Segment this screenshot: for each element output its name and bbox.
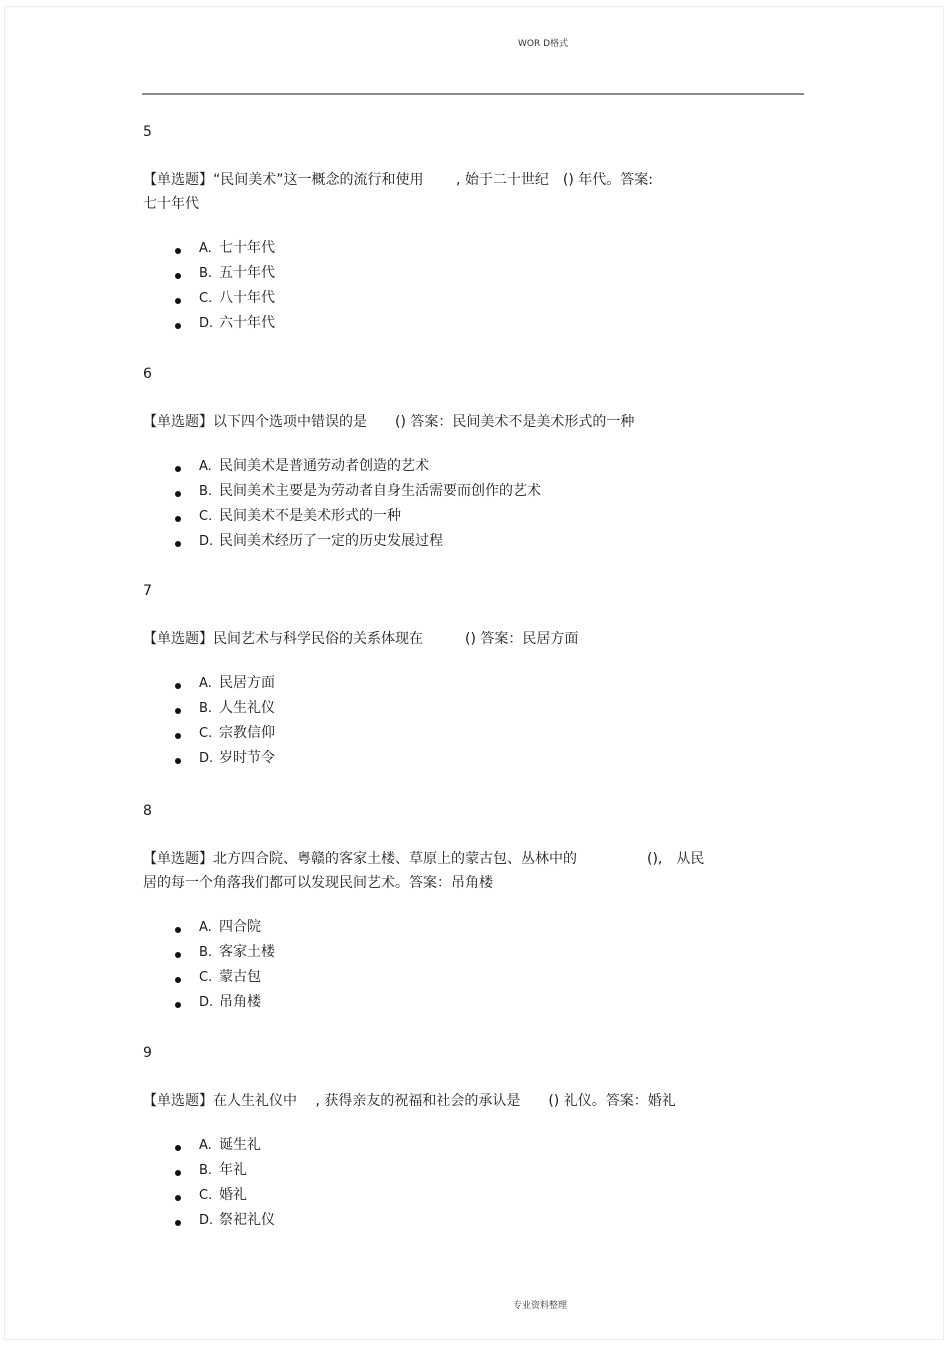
option-text: 诞生礼 xyxy=(219,1137,261,1153)
option-letter: D. xyxy=(199,1213,214,1228)
option-letter: B. xyxy=(199,945,213,960)
question-number: 5 xyxy=(143,124,152,140)
option-text: 宗教信仰 xyxy=(219,725,275,741)
question-9 xyxy=(143,1043,743,1263)
bullet-icon xyxy=(175,273,181,279)
question-list xyxy=(143,122,743,1263)
option-letter: B. xyxy=(199,701,213,716)
option-c[interactable] xyxy=(143,721,743,746)
option-text: 六十年代 xyxy=(219,315,275,331)
bullet-icon xyxy=(175,977,181,983)
bullet-icon xyxy=(175,952,181,958)
bullet-icon xyxy=(175,1145,181,1151)
question-7 xyxy=(143,581,743,801)
option-text: 年礼 xyxy=(219,1162,247,1178)
option-text: 客家土楼 xyxy=(219,944,275,960)
option-d[interactable] xyxy=(143,529,743,554)
question-8 xyxy=(143,801,743,1043)
option-letter: D. xyxy=(199,995,214,1010)
option-a[interactable] xyxy=(143,1133,743,1158)
option-letter: D. xyxy=(199,534,214,549)
option-text: 民间美术经历了一定的历史发展过程 xyxy=(219,533,443,549)
bullet-icon xyxy=(175,1002,181,1008)
option-letter: A. xyxy=(199,676,212,691)
bullet-icon xyxy=(175,516,181,522)
question-stem: 【单选题】在人生礼仪中 , 获得亲友的祝福和社会的承认是 () 礼仪。答案：婚礼 xyxy=(143,1093,676,1109)
question-number: 7 xyxy=(143,583,152,599)
option-d[interactable] xyxy=(143,990,743,1015)
bullet-icon xyxy=(175,1170,181,1176)
option-text: 人生礼仪 xyxy=(219,700,275,716)
option-letter: B. xyxy=(199,1163,213,1178)
option-text: 五十年代 xyxy=(219,265,275,281)
option-b[interactable] xyxy=(143,261,743,286)
bullet-icon xyxy=(175,248,181,254)
option-c[interactable] xyxy=(143,504,743,529)
option-a[interactable] xyxy=(143,915,743,940)
page-header: WOR D格式 xyxy=(517,39,569,49)
option-a[interactable] xyxy=(143,454,743,479)
bullet-icon xyxy=(175,758,181,764)
option-text: 八十年代 xyxy=(219,290,275,306)
option-text: 婚礼 xyxy=(219,1187,247,1203)
option-d[interactable] xyxy=(143,746,743,771)
option-text: 蒙古包 xyxy=(219,969,261,985)
bullet-icon xyxy=(175,1195,181,1201)
option-a[interactable] xyxy=(143,671,743,696)
option-c[interactable] xyxy=(143,286,743,311)
option-letter: C. xyxy=(199,1188,213,1203)
option-letter: C. xyxy=(199,291,213,306)
option-b[interactable] xyxy=(143,479,743,504)
option-text: 民间美术是普通劳动者创造的艺术 xyxy=(219,458,429,474)
option-list xyxy=(143,671,743,771)
option-text: 岁时节令 xyxy=(219,750,275,766)
question-number: 9 xyxy=(143,1045,152,1061)
option-text: 民间美术不是美术形式的一种 xyxy=(219,508,401,524)
option-text: 民居方面 xyxy=(219,675,275,691)
question-number: 8 xyxy=(143,803,152,819)
bullet-icon xyxy=(175,708,181,714)
header-rule xyxy=(142,93,804,95)
option-letter: A. xyxy=(199,1138,212,1153)
option-text: 七十年代 xyxy=(219,240,275,256)
option-b[interactable] xyxy=(143,1158,743,1183)
bullet-icon xyxy=(175,466,181,472)
option-d[interactable] xyxy=(143,1208,743,1233)
question-5 xyxy=(143,122,743,364)
bullet-icon xyxy=(175,927,181,933)
bullet-icon xyxy=(175,683,181,689)
question-number: 6 xyxy=(143,366,152,382)
page-footer: 专业资料整理 xyxy=(512,1301,567,1311)
option-letter: A. xyxy=(199,459,212,474)
option-c[interactable] xyxy=(143,965,743,990)
option-list xyxy=(143,454,743,554)
option-a[interactable] xyxy=(143,236,743,261)
option-b[interactable] xyxy=(143,696,743,721)
option-letter: D. xyxy=(199,316,214,331)
option-text: 祭祀礼仪 xyxy=(219,1212,275,1228)
bullet-icon xyxy=(175,1220,181,1226)
option-list xyxy=(143,915,743,1015)
option-b[interactable] xyxy=(143,940,743,965)
option-list xyxy=(143,236,743,336)
bullet-icon xyxy=(175,733,181,739)
option-list xyxy=(143,1133,743,1233)
bullet-icon xyxy=(175,323,181,329)
option-letter: C. xyxy=(199,970,213,985)
option-letter: C. xyxy=(199,509,213,524)
question-6 xyxy=(143,364,743,581)
question-stem: 【单选题】以下四个选项中错误的是 () 答案：民间美术不是美术形式的一种 xyxy=(143,414,635,430)
option-c[interactable] xyxy=(143,1183,743,1208)
option-letter: D. xyxy=(199,751,214,766)
question-stem: 【单选题】“民间美术”这一概念的流行和使用 , 始于二十世纪 () 年代。答案: 七十年代 xyxy=(143,172,653,212)
option-letter: B. xyxy=(199,484,213,499)
bullet-icon xyxy=(175,491,181,497)
question-stem: 【单选题】民间艺术与科学民俗的关系体现在 () 答案：民居方面 xyxy=(143,631,579,647)
option-text: 民间美术主要是为劳动者自身生活需要而创作的艺术 xyxy=(219,483,541,499)
option-letter: A. xyxy=(199,920,212,935)
option-letter: A. xyxy=(199,241,212,256)
bullet-icon xyxy=(175,298,181,304)
option-text: 四合院 xyxy=(219,919,261,935)
option-letter: C. xyxy=(199,726,213,741)
question-stem: 【单选题】北方四合院、粤赣的客家土楼、草原上的蒙古包、丛林中的 (), 从民 居的每一个角落我们都可以发现民间艺术。答案：吊角楼 xyxy=(143,851,705,891)
bullet-icon xyxy=(175,541,181,547)
option-letter: B. xyxy=(199,266,213,281)
option-d[interactable] xyxy=(143,311,743,336)
option-text: 吊角楼 xyxy=(219,994,261,1010)
